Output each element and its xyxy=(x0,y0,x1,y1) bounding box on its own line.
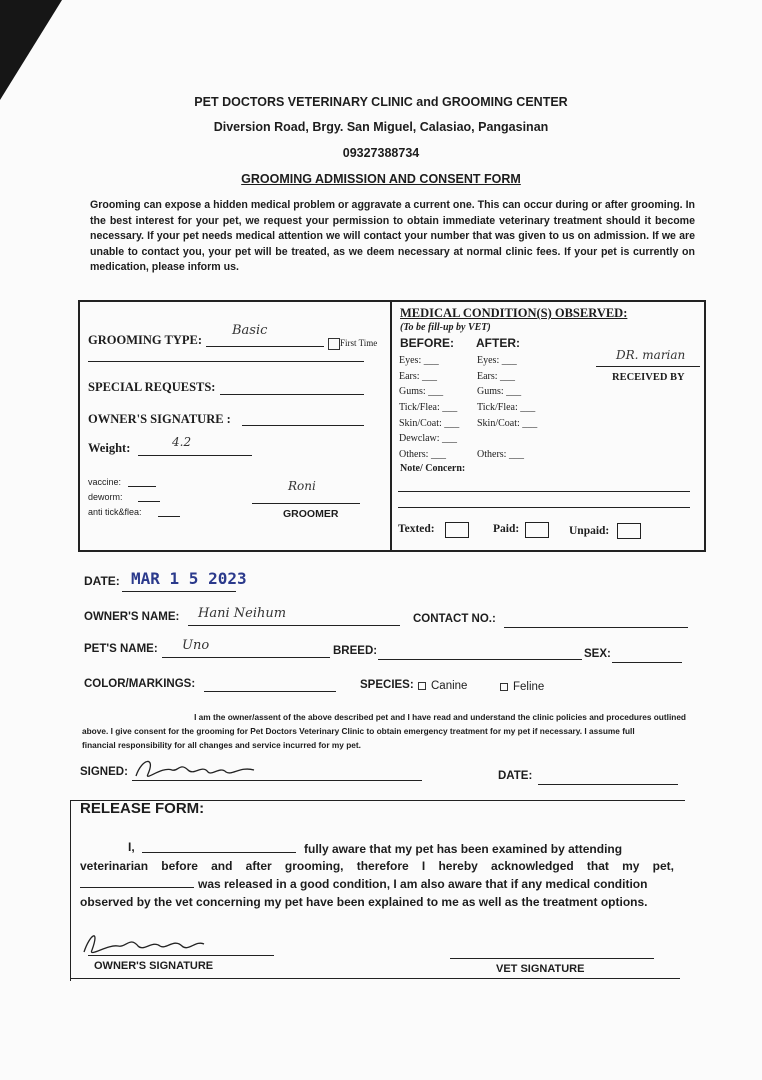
grooming-type-value[interactable]: Basic xyxy=(232,323,268,338)
first-time-label: First Time xyxy=(340,338,378,349)
after-item[interactable]: Ears: ___ xyxy=(477,370,516,382)
owner-signature-line[interactable] xyxy=(242,425,364,426)
owner-signature-label: OWNER'S SIGNATURE : xyxy=(88,412,231,426)
signed-date-label: DATE: xyxy=(498,770,533,782)
before-item[interactable]: Eyes: ___ xyxy=(399,355,439,366)
note-label: Note/ Concern: xyxy=(400,463,466,474)
owner-name-value[interactable]: Hani Neihum xyxy=(198,606,287,621)
before-item[interactable]: Tick/Flea: ___ xyxy=(399,402,458,414)
owner-name-line xyxy=(188,625,400,626)
date-label: DATE: xyxy=(84,574,120,588)
first-time-option[interactable] xyxy=(328,338,377,350)
after-item[interactable] xyxy=(477,431,537,447)
deworm-label: deworm: xyxy=(88,492,123,502)
note-line-1[interactable] xyxy=(398,491,690,492)
canine-label: Canine xyxy=(431,680,468,692)
clinic-phone: 09327388734 xyxy=(342,146,420,160)
after-item[interactable]: Skin/Coat: ___ xyxy=(477,417,538,429)
received-by-label: RECEIVED BY xyxy=(612,372,685,383)
after-item[interactable]: Gums: ___ xyxy=(477,386,522,398)
breed-line[interactable] xyxy=(378,659,582,660)
after-list xyxy=(477,353,537,463)
groomer-label: GROOMER xyxy=(283,508,339,520)
vaccine-label: vaccine: xyxy=(88,477,122,487)
consent-line-1: I am the owner/assent of the above described pet and I have read and understand the clinic policies and procedures outlined xyxy=(194,712,686,722)
weight-line xyxy=(138,455,252,456)
feline-label: Feline xyxy=(513,681,545,693)
grooming-type-label: GROOMING TYPE: xyxy=(88,333,203,347)
before-item[interactable]: Others: ___ xyxy=(399,449,446,461)
pet-name-value[interactable]: Uno xyxy=(182,638,210,653)
first-time-checkbox[interactable] xyxy=(328,338,340,350)
release-text-4: observed by the vet concerning my pet have been explained to me as well as the treatment options. xyxy=(80,895,648,909)
vet-sig-label: VET SIGNATURE xyxy=(496,963,585,975)
release-pet-line[interactable] xyxy=(80,887,194,888)
clinic-name: PET DOCTORS VETERINARY CLINIC and GROOMING CENTER xyxy=(194,95,568,109)
scan-shadow xyxy=(0,0,62,100)
species-label: SPECIES: xyxy=(360,679,414,691)
weight-value[interactable]: 4.2 xyxy=(172,435,192,449)
before-item[interactable]: Dewclaw: ___ xyxy=(399,433,458,445)
date-line xyxy=(122,591,236,592)
release-name-line[interactable] xyxy=(142,852,296,853)
release-text-1: fully aware that my pet has been examined by attending xyxy=(304,842,623,856)
signed-date-line[interactable] xyxy=(538,784,678,785)
anti-tick-label: anti tick&flea: xyxy=(88,507,142,517)
canine-checkbox[interactable] xyxy=(418,682,426,690)
contact-line[interactable] xyxy=(504,627,688,628)
feline-option[interactable] xyxy=(500,681,544,693)
color-line[interactable] xyxy=(204,691,336,692)
release-box-bottom xyxy=(70,978,680,979)
vet-sig-line[interactable] xyxy=(450,958,654,959)
unpaid-label: Unpaid: xyxy=(569,525,610,537)
note-line-2[interactable] xyxy=(398,507,690,508)
color-label: COLOR/MARKINGS: xyxy=(84,678,196,690)
grooming-type-line xyxy=(206,346,324,347)
special-requests-label: SPECIAL REQUESTS: xyxy=(88,380,216,394)
date-stamp[interactable]: MAR 1 5 2023 xyxy=(131,569,247,588)
received-by-line xyxy=(596,366,700,367)
before-item[interactable]: Ears: ___ xyxy=(399,370,438,382)
consent-line-3: financial responsibility for all changes and service incurred for my pet. xyxy=(82,740,361,750)
contact-label: CONTACT NO.: xyxy=(413,613,496,625)
groomer-line xyxy=(252,503,360,504)
owner-name-label: OWNER'S NAME: xyxy=(84,611,180,623)
before-item[interactable]: Skin/Coat: ___ xyxy=(399,417,460,429)
release-owner-sig-line xyxy=(88,955,274,956)
sex-label: SEX: xyxy=(584,648,611,660)
special-requests-line[interactable] xyxy=(220,394,364,395)
after-label: AFTER: xyxy=(476,336,520,350)
medical-title: MEDICAL CONDITION(S) OBSERVED: xyxy=(400,306,628,320)
paid-checkbox[interactable] xyxy=(525,522,549,538)
box-divider xyxy=(390,300,392,552)
medical-subtitle: (To be fill-up by VET) xyxy=(400,322,491,333)
consent-line-2: above. I give consent for the grooming for Pet Doctors Veterinary Clinic to obtain emergency treatment for my pet if necessary. I assume full xyxy=(82,726,635,736)
received-by-value[interactable]: DR. marian xyxy=(616,348,686,362)
grooming-extra-line xyxy=(88,361,364,362)
release-title: RELEASE FORM: xyxy=(80,800,205,817)
release-text-2: veterinarian before and after grooming, therefore I hereby acknowledged that my pet, xyxy=(80,859,674,873)
clinic-address: Diversion Road, Brgy. San Miguel, Calasiao, Pangasinan xyxy=(213,120,549,134)
signed-label: SIGNED: xyxy=(80,766,128,778)
anti-tick-line[interactable] xyxy=(158,516,180,517)
before-item[interactable]: Gums: ___ xyxy=(399,386,444,398)
breed-label: BREED: xyxy=(333,645,378,657)
owner-signature-image[interactable] xyxy=(132,752,262,784)
release-i-label: I, xyxy=(128,840,135,854)
weight-label: Weight: xyxy=(88,441,131,455)
vaccine-line[interactable] xyxy=(128,486,156,487)
pet-name-label: PET'S NAME: xyxy=(84,643,158,655)
before-label: BEFORE: xyxy=(400,336,454,350)
after-item[interactable]: Tick/Flea: ___ xyxy=(477,402,536,414)
after-item[interactable]: Eyes: ___ xyxy=(477,355,517,366)
release-text-3: was released in a good condition, I am also aware that if any medical condition xyxy=(198,877,648,891)
before-list xyxy=(399,353,459,463)
canine-option[interactable] xyxy=(418,680,467,692)
after-item[interactable]: Others: ___ xyxy=(477,449,524,461)
form-title: GROOMING ADMISSION AND CONSENT FORM xyxy=(241,172,521,186)
texted-checkbox[interactable] xyxy=(445,522,469,538)
groomer-value[interactable]: Roni xyxy=(288,479,316,493)
intro-paragraph: Grooming can expose a hidden medical problem or aggravate a current one. This can occur during or after grooming. In the best interest for your pet, we request your permission to obtain immediate veterinary treatment should it become necessary. If your pet needs medical attention we will contact your number that was given to us on admission. If we are unable to contact you, your pet will be treated, as we deem necessary at normal clinic fees. If your pet is currently on medication, please inform us. xyxy=(90,199,695,273)
sex-line[interactable] xyxy=(612,662,682,663)
pet-name-line xyxy=(162,657,330,658)
texted-label: Texted: xyxy=(398,523,435,535)
feline-checkbox[interactable] xyxy=(500,683,508,691)
unpaid-checkbox[interactable] xyxy=(617,523,641,539)
paid-label: Paid: xyxy=(493,523,520,535)
release-owner-sig-label: OWNER'S SIGNATURE xyxy=(94,960,214,972)
deworm-line[interactable] xyxy=(138,501,160,502)
